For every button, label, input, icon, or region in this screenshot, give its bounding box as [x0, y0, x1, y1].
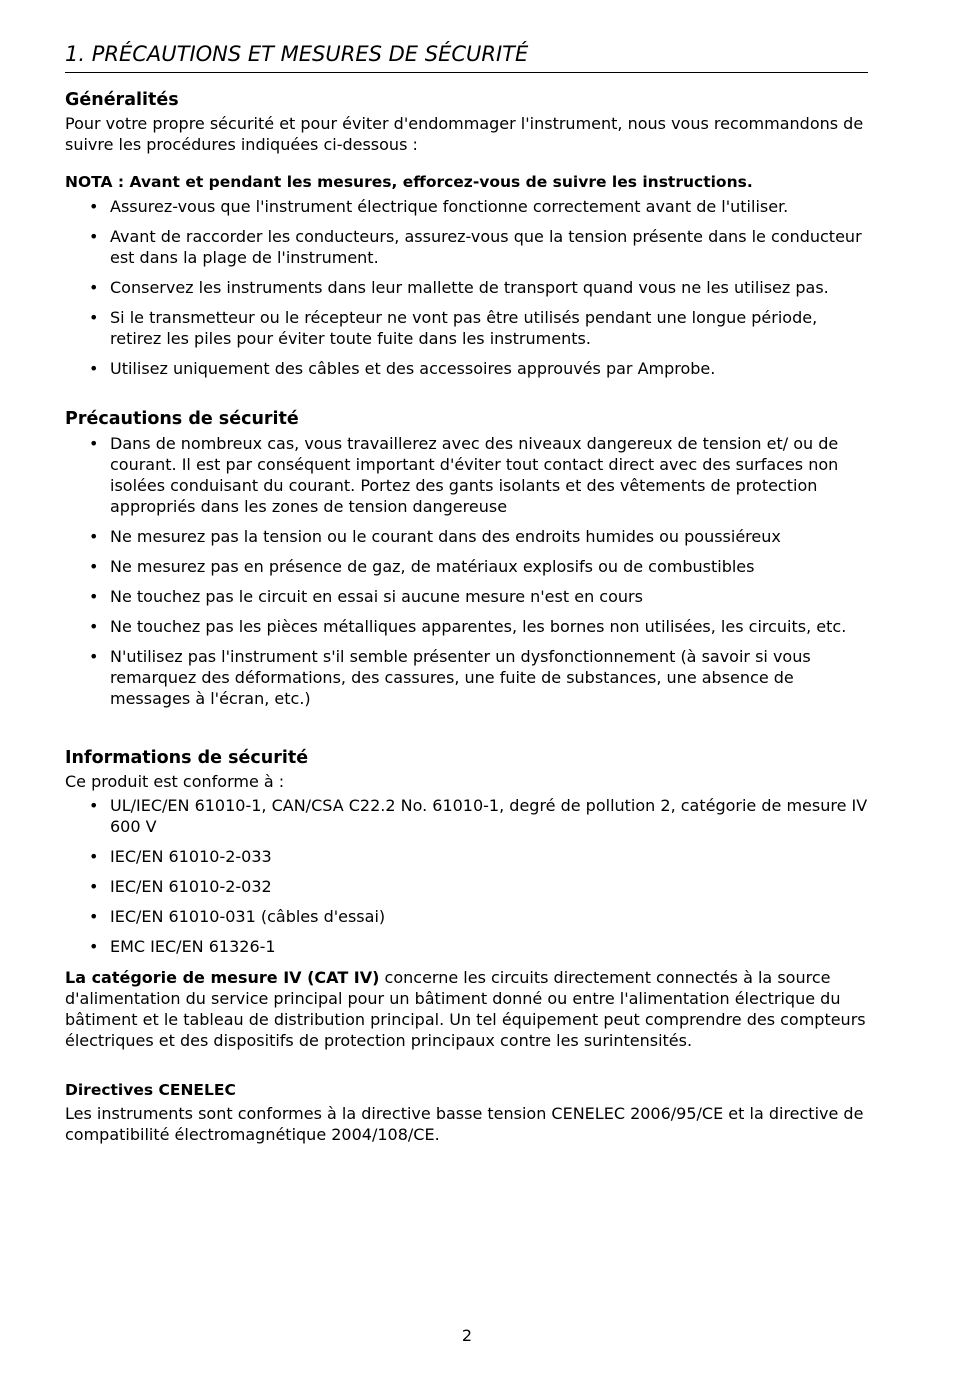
- page-content: [65, 40, 868, 1145]
- list-item: • Assurez-vous que l'instrument électrique fonctionne correctement avant de l'utiliser.: [65, 196, 868, 217]
- nota-text: NOTA : Avant et pendant les mesures, efforcez-vous de suivre les instructions.: [65, 173, 753, 191]
- precautions-list: [65, 433, 868, 709]
- generalites-list: [65, 196, 868, 379]
- chapter-title: 1. PRÉCAUTIONS ET MESURES DE SÉCURITÉ: [65, 40, 868, 73]
- precautions-heading: Précautions de sécurité: [65, 409, 299, 429]
- list-item: • EMC IEC/EN 61326-1: [65, 936, 868, 957]
- cat-iv-text: concerne les circuits directement connectés à la source d'alimentation du service principal pour un bâtiment donné ou entre l'alimentation électrique du bâtiment et le tableau de distribution principal. Un tel équipement peut comprendre des compteurs électriques et des dispositifs de protection principaux contre les surintensités.: [65, 968, 866, 1050]
- list-item: • IEC/EN 61010-2-033: [65, 846, 868, 867]
- list-item: • Ne mesurez pas la tension ou le courant dans des endroits humides ou poussiéreux: [65, 526, 868, 547]
- list-item: • N'utilisez pas l'instrument s'il semble présenter un dysfonctionnement (à savoir si vous remarquez des déformations, des cassures, une fuite de substances, une absence de messages à l'écran, etc.): [65, 646, 868, 709]
- list-item: • Conservez les instruments dans leur mallette de transport quand vous ne les utilisez pas.: [65, 277, 868, 298]
- list-item: • Avant de raccorder les conducteurs, assurez-vous que la tension présente dans le conducteur est dans la plage de l'instrument.: [65, 226, 868, 268]
- list-item: • IEC/EN 61010-2-032: [65, 876, 868, 897]
- informations-intro: Ce produit est conforme à :: [65, 772, 285, 791]
- list-item: • Utilisez uniquement des câbles et des accessoires approuvés par Amprobe.: [65, 358, 868, 379]
- page-number: 2: [461, 1326, 473, 1345]
- informations-heading: Informations de sécurité: [65, 748, 309, 768]
- list-item: • Dans de nombreux cas, vous travaillerez avec des niveaux dangereux de tension et/ ou de courant. Il est par conséquent important d'éviter tout contact direct avec des surfaces non isolées conduisant du courant. Portez des gants isolants et des vêtements de protection appropriés dans les zones de tension dangereuse: [65, 433, 868, 517]
- list-item: • IEC/EN 61010-031 (câbles d'essai): [65, 906, 868, 927]
- generalites-intro: Pour votre propre sécurité et pour éviter d'endommager l'instrument, nous vous recommandons de suivre les procédures indiquées ci-dessous :: [65, 114, 864, 154]
- generalites-heading: Généralités: [65, 90, 179, 110]
- list-item: • Si le transmetteur ou le récepteur ne vont pas être utilisés pendant une longue période, retirez les piles pour éviter toute fuite dans les instruments.: [65, 307, 868, 349]
- list-item: • UL/IEC/EN 61010-1, CAN/CSA C22.2 No. 61010-1, degré de pollution 2, catégorie de mesure IV 600 V: [65, 795, 868, 837]
- list-item: • Ne mesurez pas en présence de gaz, de matériaux explosifs ou de combustibles: [65, 556, 868, 577]
- informations-list: [65, 795, 868, 957]
- list-item: • Ne touchez pas les pièces métalliques apparentes, les bornes non utilisées, les circuits, etc.: [65, 616, 868, 637]
- cat-iv-label: La catégorie de mesure IV (CAT IV): [65, 968, 380, 987]
- cenelec-text: Les instruments sont conformes à la directive basse tension CENELEC 2006/95/CE et la directive de compatibilité électromagnétique 2004/108/CE.: [65, 1104, 864, 1144]
- list-item: • Ne touchez pas le circuit en essai si aucune mesure n'est en cours: [65, 586, 868, 607]
- cenelec-heading: Directives CENELEC: [65, 1081, 236, 1099]
- cat-iv-paragraph: [65, 967, 868, 1051]
